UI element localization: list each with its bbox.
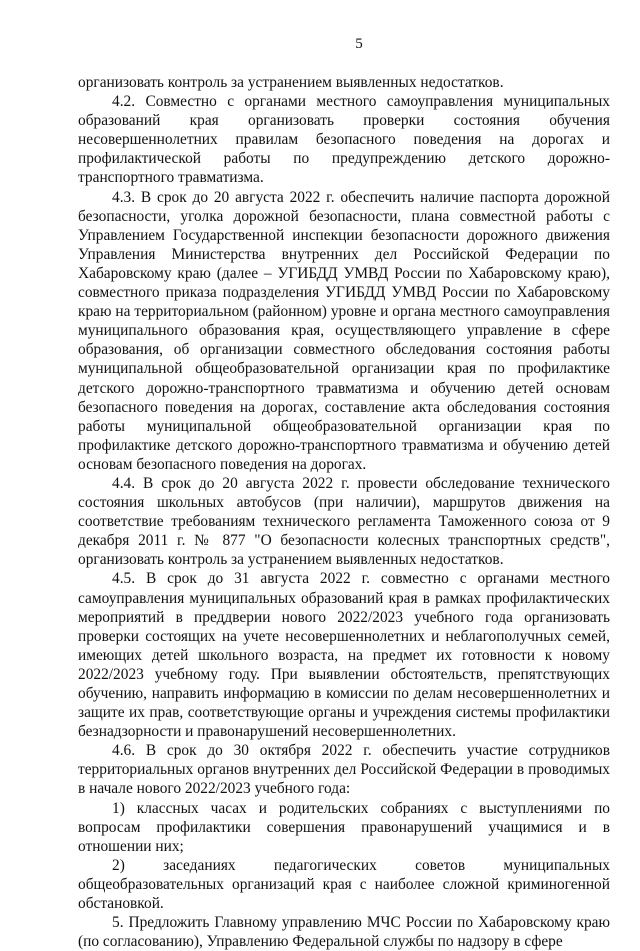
paragraph-4-6: 4.6. В срок до 30 октября 2022 г. обеспечить участие сотрудников территориальных органов внутренних дел Российской Федерации в проводимых в начале нового 2022/2023 учебного года: — [78, 742, 610, 798]
paragraph-continuation: организовать контроль за устранением выявленных недостатков. — [78, 74, 504, 91]
list-item-1: 1) классных часах и родительских собраниях с выступлениями по вопросам профилактики совершения правонарушений учащимися и в отношении них; — [78, 799, 610, 855]
paragraph-5: 5. Предложить Главному управлению МЧС России по Хабаровскому краю (по согласованию), Управлению Федеральной службы по надзору в сфере — [78, 914, 610, 951]
list-item-2: 2) заседаниях педагогических советов муниципальных общеобразовательных организаций края с наиболее сложной криминогенной обстановкой. — [78, 856, 610, 913]
paragraph-4-5: 4.5. В срок до 31 августа 2022 г. совместно с органами местного самоуправления муниципальных образований края в рамках профилактических мероприятий в преддверии нового 2022/2023 учебного года организовать проверки состоящих на учете несовершеннолетних и неблагополучных семей, имеющих детей школьного возраста, на предмет их готовности к новому 2022/2023 учебному году. При выявлении обстоятельств, препятствующих обучению, направить информацию в комиссии по делам несовершеннолетних и защите их прав, соответствующие органы и учреждения системы профилактики безнадзорности и правонарушений несовершеннолетних. — [78, 570, 610, 741]
paragraph-4-3: 4.3. В срок до 20 августа 2022 г. обеспечить наличие паспорта дорожной безопасности, уголка дорожной безопасности, плана совместной работы с Управлением Государственной инспекции безопасности дорожного движения Управления Министерства внутренних дел Российской Федерации по Хабаровскому краю (далее – УГИБДД УМВД России по Хабаровскому краю), совместного приказа подразделения УГИБДД УМВД России по Хабаровскому краю на территориальном (районном) уровне и органа местного самоуправления муниципального образования края, осуществляющего управление в сфере образования, об организации совместного обследования состояния работы муниципальной общеобразовательной организации края по профилактике детского дорожно-транспортного травматизма и обучению детей основам безопасного поведения на дорогах, составление акта обследования состояния работы муниципальной общеобразовательной организации края по профилактике детского дорожно-транспортного травматизма и обучению детей основам безопасного поведения на дорогах. — [78, 188, 610, 473]
page-number: 5 — [355, 36, 363, 52]
paragraph-4-2: 4.2. Совместно с органами местного самоуправления муниципальных образований края организовать проверки состояния обучения несовершеннолетних правилам безопасного поведения на дорогах и профилактической работы по предупреждению детского дорожно-транспортного травматизма. — [78, 93, 610, 187]
paragraph-4-4: 4.4. В срок до 20 августа 2022 г. провести обследование технического состояния школьных автобусов (при наличии), маршрутов движения на соответствие требованиям технического регламента Таможенного союза от 9 декабря 2011 г. № 877 "О безопасности колесных транспортных средств", организовать контроль за устранением выявленных недостатков. — [78, 474, 610, 569]
